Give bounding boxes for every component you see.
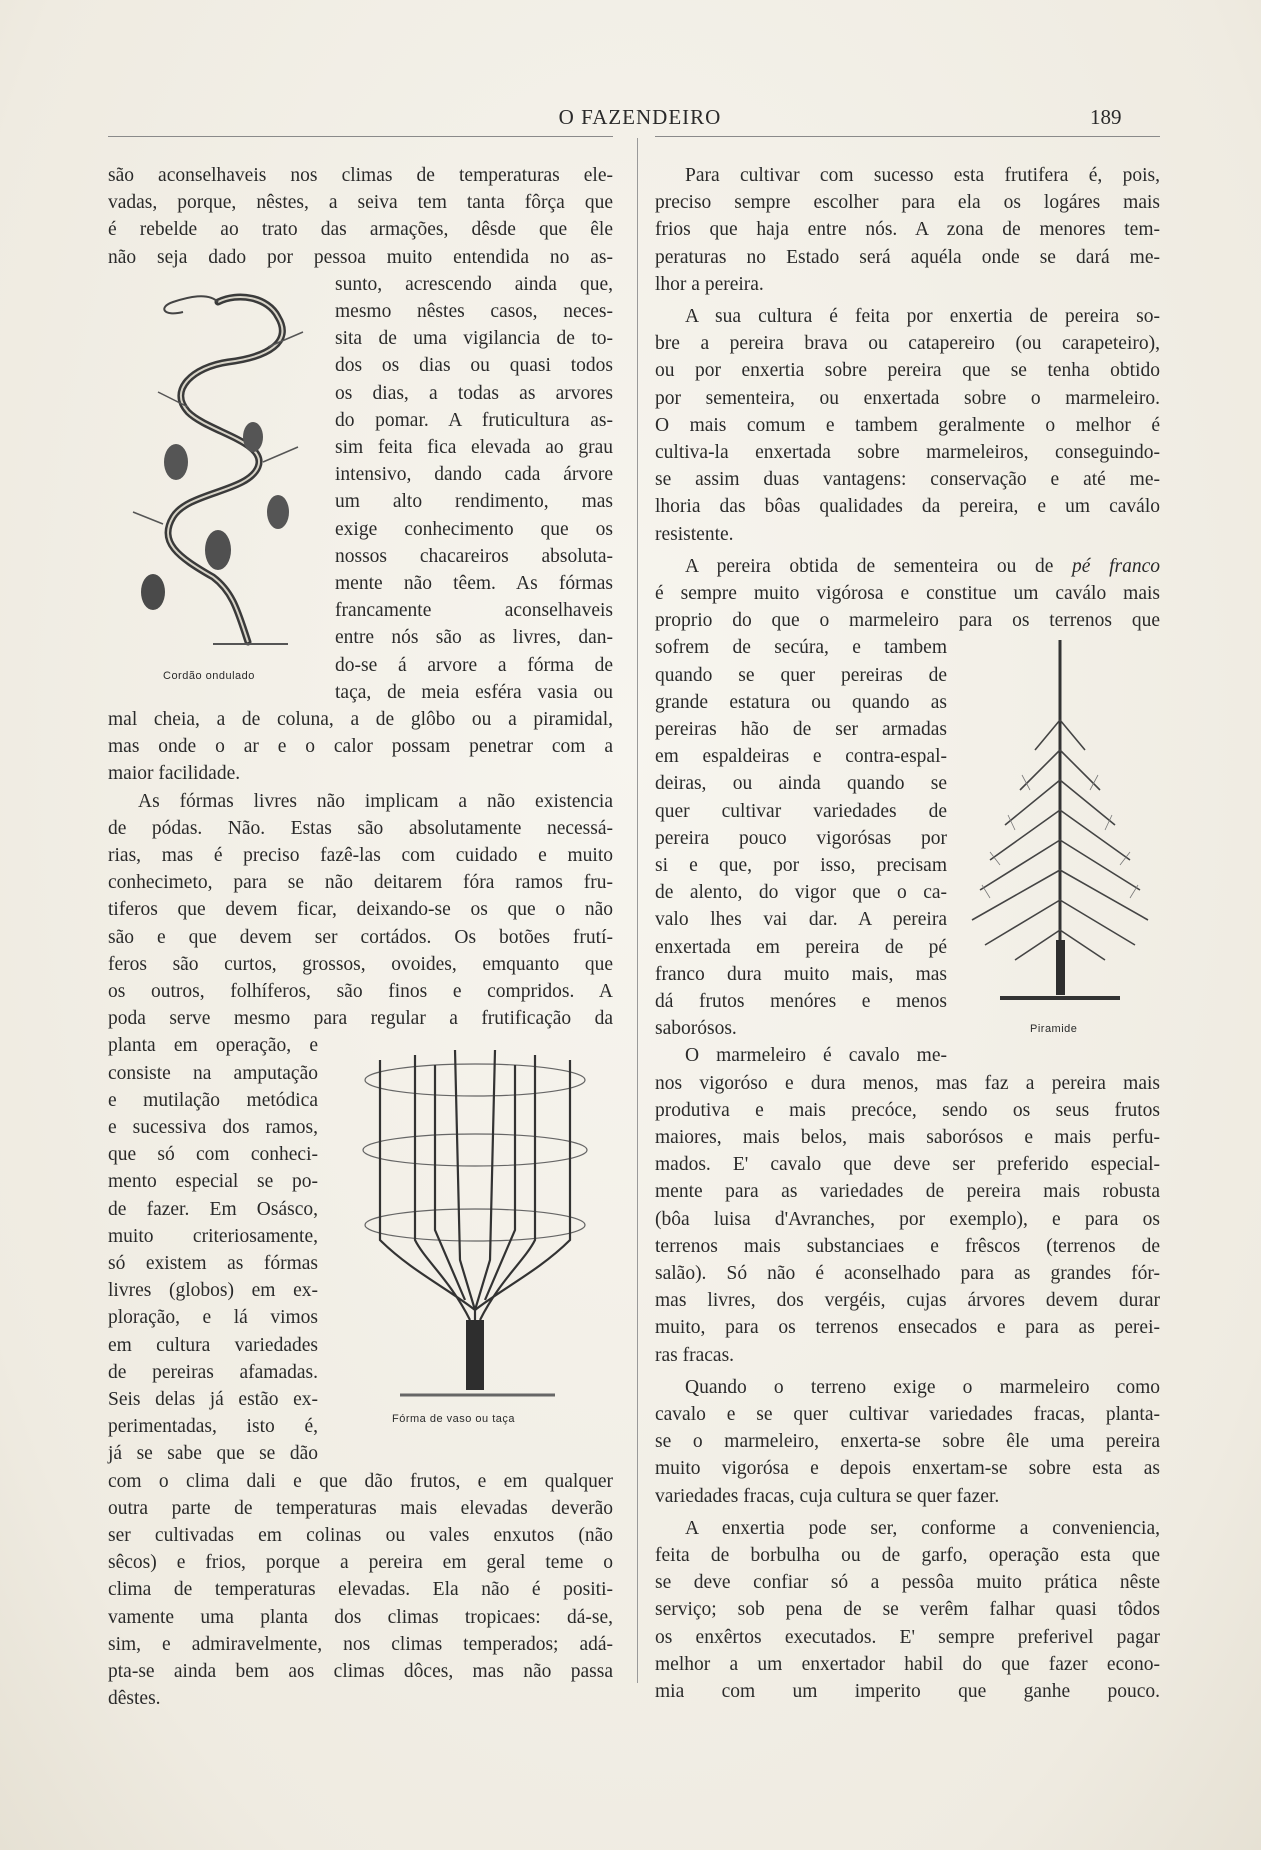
- text-line: de alento, do vigor que o ca-: [655, 882, 947, 904]
- text-line: os outros, folhíferos, são finos e compridos. A: [108, 981, 613, 1002]
- text-line: pereiras hão de ser armadas: [655, 719, 947, 740]
- text-line: do-se á arvore a fórma de: [335, 654, 613, 676]
- text-line: se deve confiar só a pessôa muito prática nêste: [655, 1572, 1160, 1594]
- text-line: mas onde o ar e o calor possam penetrar com a: [108, 736, 613, 758]
- text-line: valo lhes vai dar. A pereira: [655, 909, 947, 931]
- text-line: nossos chacareiros absoluta-: [335, 545, 613, 567]
- text-line: serviço; sob pena de se verêm falhar quasi tôdos: [655, 1599, 1160, 1621]
- text-line: nos vigoróso e dura menos, mas faz a pereira mais: [655, 1072, 1160, 1094]
- text-line: já se sabe que se dão: [108, 1443, 318, 1465]
- text-line: quando se quer pereiras de: [655, 664, 947, 686]
- text-line: sofrem de secúra, e tambem: [655, 637, 947, 659]
- text-line: em espaldeiras e contra-espal-: [655, 746, 947, 768]
- text-line: e sucessiva dos ramos,: [108, 1117, 318, 1138]
- text-line: sim, e admiravelmente, nos climas temperados; adá-: [108, 1633, 613, 1655]
- text-line: quer cultivar variedades de: [655, 800, 947, 822]
- text-line: de fazer. Em Osásco,: [108, 1198, 318, 1220]
- running-header-title: O FAZENDEIRO: [558, 105, 722, 129]
- vaso-illustration: [340, 1040, 610, 1410]
- text-line: são e que devem ser cortádos. Os botões frutí-: [108, 926, 613, 948]
- text-line: enxertada em pereira de pé: [655, 936, 947, 958]
- text-line: ou por enxertia sobre pereira que se tenha obtido: [655, 360, 1160, 382]
- text-line: que só com conheci-: [108, 1144, 318, 1166]
- text-line: livres (globos) em ex-: [108, 1280, 318, 1302]
- text-line: mente para as variedades de pereira mais robusta: [655, 1181, 1160, 1203]
- italic-phrase: pé franco: [1053, 555, 1160, 577]
- text-line: entre nós são as livres, dan-: [335, 627, 613, 649]
- text-line: sunto, acrescendo ainda que,: [335, 273, 613, 295]
- text-line: dos os dias ou quasi todos: [335, 355, 613, 377]
- text-line: clima de temperaturas elevadas. Ela não é positi-: [108, 1579, 613, 1601]
- text-line: mados. E' cavalo que deve ser preferido especial-: [655, 1154, 1160, 1176]
- text-line: com o clima dali e que dão frutos, e em qualquer: [108, 1470, 613, 1492]
- text-line: preciso sempre escolher para ela os logáres mais: [655, 192, 1160, 214]
- text-line: cavalo e se quer cultivar variedades fracas, planta-: [655, 1404, 1160, 1425]
- text-line: feros são curtos, grossos, ovoides, emquanto que: [108, 953, 613, 975]
- text-line: proprio do que o marmeleiro para os terrenos que: [655, 610, 1160, 632]
- text-line: A enxertia pode ser, conforme a conveniencia,: [685, 1517, 1160, 1539]
- text-line: por sementeira, ou enxertada sobre o marmeleiro.: [655, 387, 1160, 409]
- text-line: vadas, porque, nêstes, a seiva tem tanta fôrça que: [108, 192, 613, 214]
- text-line: muito, para os terrenos ensecados e para as perei-: [655, 1317, 1160, 1339]
- text-line: terrenos mais substanciaes e frêscos (terrenos de: [655, 1235, 1160, 1257]
- text-line: A pereira obtida de sementeira ou de pé franco: [685, 555, 1160, 577]
- text-line: frios que haja entre nós. A zona de menores tem-: [655, 219, 1160, 241]
- text-line: outra parte de temperaturas mais elevadas deverão: [108, 1497, 613, 1519]
- text-line: os enxêrtos executados. E' sempre preferivel pagar: [655, 1626, 1160, 1648]
- text-line: mia com um imperito que ganhe pouco.: [655, 1681, 1160, 1702]
- text-line: As fórmas livres não implicam a não existencia: [138, 790, 613, 812]
- header-rule-right: [655, 136, 1160, 137]
- text-line: planta em operação, e: [108, 1035, 318, 1057]
- text-line: si e que, por isso, precisam: [655, 855, 947, 876]
- text-line: é rebelde ao trato das armações, dêsde que êle: [108, 219, 613, 241]
- text-line: O mais comum e tambem geralmente o melhor é: [655, 414, 1160, 436]
- text-line: de pereiras afamadas.: [108, 1361, 318, 1383]
- text-line: conhecimeto, para se não deitarem fóra ramos fru-: [108, 872, 613, 894]
- text-line: resistente.: [655, 523, 734, 545]
- header-rule-left: [108, 136, 613, 137]
- text-line: ras fracas.: [655, 1344, 735, 1366]
- text-line: deiras, ou ainda quando se: [655, 773, 947, 795]
- text-line: dêstes.: [108, 1688, 161, 1710]
- text-line: são aconselhaveis nos climas de temperaturas ele-: [108, 165, 613, 186]
- text-line: Para cultivar com sucesso esta frutifera é, pois,: [685, 165, 1160, 186]
- text-line: exige conhecimento que os: [335, 518, 613, 540]
- text-line: ploração, e lá vimos: [108, 1307, 318, 1329]
- cordao-caption: Cordão ondulado: [163, 670, 255, 682]
- text-line: rias, mas é preciso fazê-las com cuidado e muito: [108, 845, 613, 866]
- text-line: variedades fracas, cuja cultura se quer fazer.: [655, 1485, 1000, 1507]
- text-line: lhor a pereira.: [655, 273, 764, 295]
- text-line: se assim duas vantagens: conservação e até me-: [655, 469, 1160, 491]
- text-line: poda serve mesmo para regular a frutificação da: [108, 1008, 613, 1030]
- text-line: melhor a um enxertador habil do que fazer econo-: [655, 1653, 1160, 1675]
- text-line: sim feita fica elevada ao grau: [335, 437, 613, 458]
- text-line: feita de borbulha ou de garfo, operação esta que: [655, 1545, 1160, 1566]
- text-line: maior facilidade.: [108, 763, 241, 785]
- text-line: sita de uma vigilancia de to-: [335, 328, 613, 350]
- text-line: (bôa luisa d'Avranches, por exemplo), e para os: [655, 1208, 1160, 1230]
- text-line: Quando o terreno exige o marmeleiro como: [685, 1376, 1160, 1398]
- text-line: cultiva-la enxertada sobre marmeleiros, conseguindo-: [655, 442, 1160, 463]
- text-line: maiores, mais belos, mais saborósos e mais perfu-: [655, 1127, 1160, 1148]
- text-line: mas livres, dos vergéis, cujas árvores devem durar: [655, 1290, 1160, 1312]
- text-line: muito vigorósa e depois enxertam-se sobre esta as: [655, 1458, 1160, 1480]
- text-line: intensivo, dando cada árvore: [335, 464, 613, 486]
- text-line: perimentadas, isto é,: [108, 1416, 318, 1438]
- text-line: tiferos que devem ficar, deixando-se os que o não: [108, 899, 613, 921]
- text-line: em cultura variedades: [108, 1334, 318, 1356]
- text-line: franco dura muito mais, mas: [655, 963, 947, 985]
- text-line: os dias, a todas as arvores: [335, 382, 613, 404]
- text-line: Seis delas já estão ex-: [108, 1389, 318, 1410]
- text-line: saborósos.: [655, 1018, 737, 1040]
- column-divider: [637, 138, 638, 1683]
- text-line: mente não têem. As fórmas: [335, 573, 613, 594]
- text-line: de pódas. Não. Estas são absolutamente necessá-: [108, 817, 613, 839]
- text-line: lhoria das bôas qualidades da pereira, e um caválo: [655, 496, 1160, 518]
- text-line: salão). Só não é aconselhado para as grandes fór-: [655, 1263, 1160, 1284]
- text-line: sêcos) e frios, porque a pereira em geral teme o: [108, 1552, 613, 1574]
- text-line: francamente aconselhaveis: [335, 600, 613, 622]
- text-line: pereira pouco vigorósas por: [655, 827, 947, 849]
- text-line: não seja dado por pessoa muito entendida no as-: [108, 246, 613, 268]
- text-line: do pomar. A fruticultura as-: [335, 409, 613, 431]
- page-number: 189: [1090, 105, 1122, 129]
- vaso-caption: Fórma de vaso ou taça: [392, 1413, 516, 1425]
- text-line: mesmo nêstes casos, neces-: [335, 301, 613, 322]
- text-line: produtiva e mais precóce, sendo os seus frutos: [655, 1099, 1160, 1121]
- text-line: A sua cultura é feita por enxertia de pereira so-: [685, 306, 1160, 327]
- piramide-caption: Piramide: [1030, 1023, 1078, 1035]
- text-line: O marmeleiro é cavalo me-: [685, 1045, 947, 1067]
- text-line: e mutilação metódica: [108, 1089, 318, 1111]
- text-line: só existem as fórmas: [108, 1253, 318, 1274]
- text-line: dá frutos menóres e menos: [655, 991, 947, 1012]
- text-line: mento especial se po-: [108, 1171, 318, 1193]
- cordao-ondulado-illustration: [118, 272, 318, 652]
- text-line: se o marmeleiro, enxerta-se sobre êle uma pereira: [655, 1431, 1160, 1453]
- text-line: mal cheia, a de coluna, a de glôbo ou a piramidal,: [108, 709, 613, 730]
- text-line: peraturas no Estado será aquéla onde se dará me-: [655, 246, 1160, 268]
- text-line: muito criteriosamente,: [108, 1225, 318, 1247]
- text-line: bre a pereira brava ou catapereiro (ou carapeteiro),: [655, 333, 1160, 355]
- text-line: é sempre muito vigórosa e constitue um caválo mais: [655, 583, 1160, 604]
- text-line: taça, de meia esféra vasia ou: [335, 681, 613, 703]
- text-line: vamente uma planta dos climas tropicaes: dá-se,: [108, 1606, 613, 1628]
- text-line: pta-se ainda bem aos climas dôces, mas não passa: [108, 1661, 613, 1682]
- piramide-illustration: [960, 640, 1160, 1015]
- text-line: grande estatura ou quando as: [655, 691, 947, 713]
- text-line: ser cultivadas em colinas ou vales enxutos (não: [108, 1525, 613, 1546]
- text-line: consiste na amputação: [108, 1062, 318, 1084]
- text-line: um alto rendimento, mas: [335, 491, 613, 513]
